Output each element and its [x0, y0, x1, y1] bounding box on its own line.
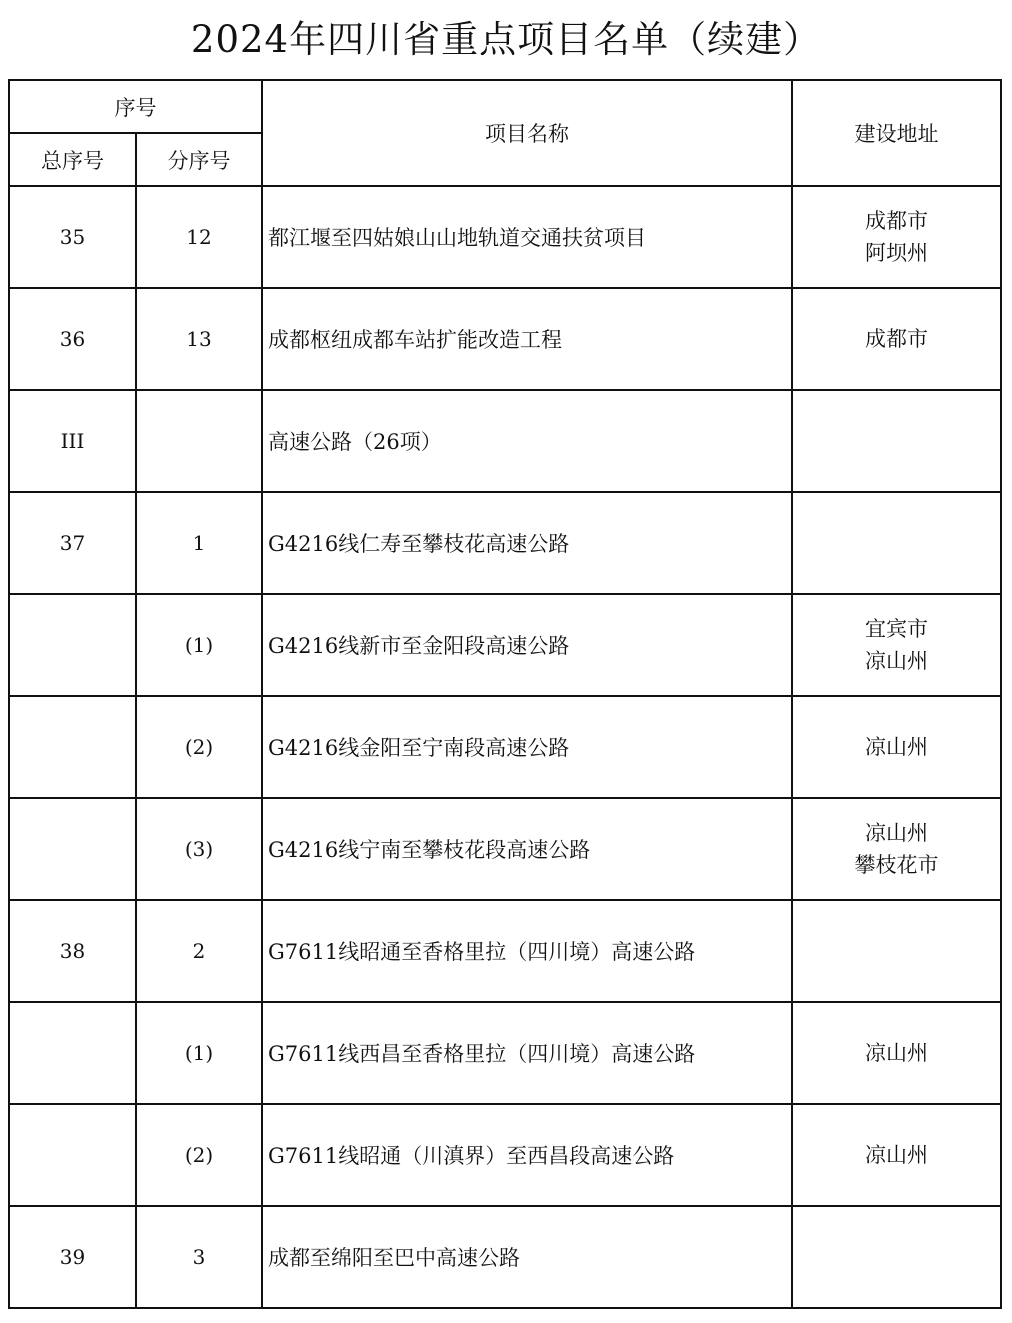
cell-address	[792, 696, 1001, 798]
address-line: 成都市	[865, 327, 928, 351]
address-line: 宜宾市	[865, 617, 928, 641]
cell-sub-seq: (3)	[136, 798, 262, 900]
table-row	[9, 1104, 1001, 1206]
cell-sub-seq: 1	[136, 492, 262, 594]
cell-sub-seq: (1)	[136, 1002, 262, 1104]
cell-total-seq	[9, 798, 136, 900]
cell-address	[792, 1002, 1001, 1104]
cell-project-name: 高速公路（26项）	[262, 390, 792, 492]
cell-project-name: G4216线金阳至宁南段高速公路	[262, 696, 792, 798]
cell-total-seq: 39	[9, 1206, 136, 1308]
cell-address	[792, 492, 1001, 594]
cell-address	[792, 186, 1001, 288]
table-row	[9, 594, 1001, 696]
cell-project-name: 成都枢纽成都车站扩能改造工程	[262, 288, 792, 390]
cell-total-seq	[9, 1104, 136, 1206]
address-line: 阿坝州	[865, 241, 928, 265]
cell-sub-seq: 3	[136, 1206, 262, 1308]
table-row	[9, 900, 1001, 1002]
table-row	[9, 492, 1001, 594]
cell-total-seq	[9, 1002, 136, 1104]
cell-project-name: 成都至绵阳至巴中高速公路	[262, 1206, 792, 1308]
header-total-seq: 总序号	[9, 133, 136, 186]
cell-address	[792, 288, 1001, 390]
cell-address	[792, 900, 1001, 1002]
cell-sub-seq: 12	[136, 186, 262, 288]
address-line: 攀枝花市	[854, 853, 939, 877]
cell-sub-seq: 13	[136, 288, 262, 390]
cell-address	[792, 1104, 1001, 1206]
cell-project-name: 都江堰至四姑娘山山地轨道交通扶贫项目	[262, 186, 792, 288]
cell-sub-seq: (2)	[136, 1104, 262, 1206]
cell-sub-seq: 2	[136, 900, 262, 1002]
cell-total-seq: 35	[9, 186, 136, 288]
address-line: 成都市	[865, 209, 928, 233]
table-row	[9, 288, 1001, 390]
header-project-name: 项目名称	[262, 80, 792, 186]
cell-address	[792, 798, 1001, 900]
table-row	[9, 696, 1001, 798]
table-row	[9, 186, 1001, 288]
cell-address	[792, 390, 1001, 492]
cell-total-seq: 38	[9, 900, 136, 1002]
document-title: 2024年四川省重点项目名单（续建）	[190, 18, 822, 61]
table-row	[9, 798, 1001, 900]
cell-total-seq: III	[9, 390, 136, 492]
table-row	[9, 1002, 1001, 1104]
header-sub-seq: 分序号	[136, 133, 262, 186]
cell-sub-seq: (2)	[136, 696, 262, 798]
cell-total-seq	[9, 594, 136, 696]
address-line: 凉山州	[865, 649, 928, 673]
cell-project-name: G7611线西昌至香格里拉（四川境）高速公路	[262, 1002, 792, 1104]
cell-project-name: G4216线宁南至攀枝花段高速公路	[262, 798, 792, 900]
address-line: 凉山州	[865, 821, 928, 845]
header-seq: 序号	[9, 80, 262, 133]
cell-sub-seq	[136, 390, 262, 492]
address-line: 凉山州	[865, 1143, 928, 1167]
cell-project-name: G7611线昭通（川滇界）至西昌段高速公路	[262, 1104, 792, 1206]
address-line: 凉山州	[865, 735, 928, 759]
header-address: 建设地址	[792, 80, 1001, 186]
cell-address	[792, 594, 1001, 696]
table-row	[9, 1206, 1001, 1308]
cell-project-name: G4216线仁寿至攀枝花高速公路	[262, 492, 792, 594]
project-table	[8, 79, 1002, 1309]
cell-sub-seq: (1)	[136, 594, 262, 696]
address-line: 凉山州	[865, 1041, 928, 1065]
cell-project-name: G7611线昭通至香格里拉（四川境）高速公路	[262, 900, 792, 1002]
cell-total-seq: 37	[9, 492, 136, 594]
cell-address	[792, 1206, 1001, 1308]
cell-total-seq	[9, 696, 136, 798]
cell-project-name: G4216线新市至金阳段高速公路	[262, 594, 792, 696]
table-row	[9, 390, 1001, 492]
cell-total-seq: 36	[9, 288, 136, 390]
table-body	[9, 186, 1001, 1308]
